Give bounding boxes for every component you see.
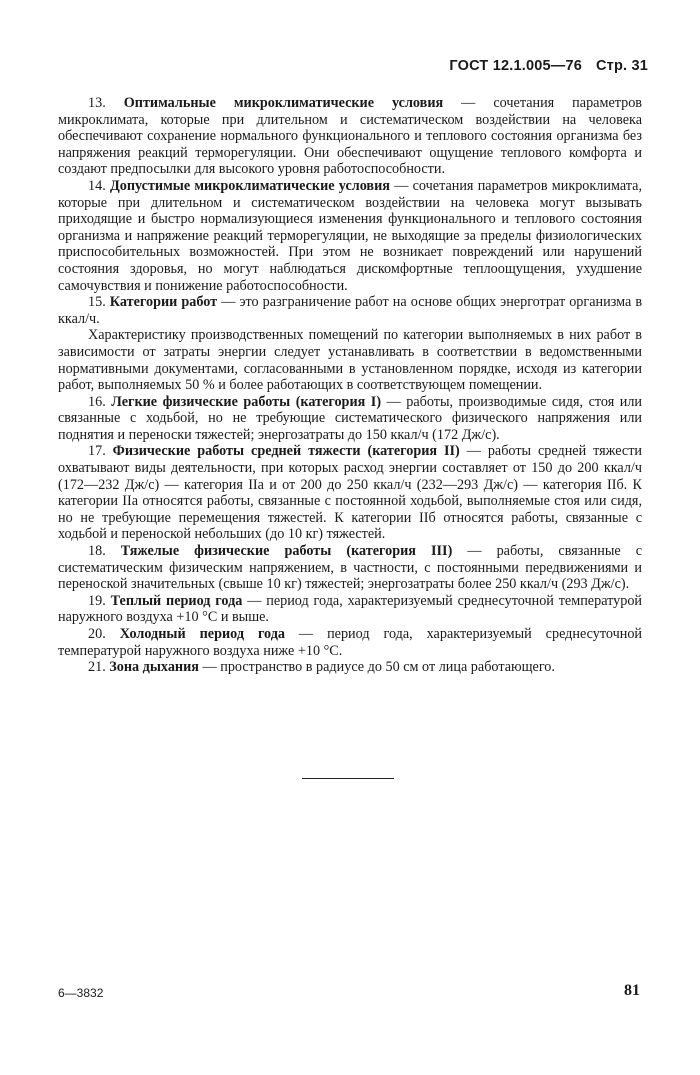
paragraph-15-note <box>58 327 642 393</box>
paragraph-number: 13. <box>88 95 106 111</box>
paragraph-number: 14. <box>88 177 106 194</box>
definition: работы, производимые сидя, стоя или связанные с ходьбой, но не требующие систематического физического напряжения или поднятия и переноски тяжестей; энергозатраты до 150 ккал/ч (172 Дж/с). <box>58 393 642 443</box>
page-number: 81 <box>624 982 640 999</box>
header-page-label: Стр. 31 <box>595 58 648 74</box>
page-header <box>449 58 648 74</box>
document-body <box>58 95 642 676</box>
term: Холодный период года <box>119 626 285 642</box>
definition: Характеристику производственных помещений по категории выполняемых в них работ в зависимости от затраты энергии следует устанавливать в соответствии в ведомственными нормативными документами, согласованными в установленном порядке, исходя из категории работ, выполняемых 50 % и более работающих в соответствующем помещении. <box>58 327 642 394</box>
paragraph-17: 17. Физические работы средней тяжести (категория II) — работы средней тяжести охватывают виды деятельности, при которых расход энергии составляет от 150 до 200 ккал/ч (172—232 Дж/с) — категория IIа и от 200 до 250 ккал/ч (232—293 Дж/с) — категория IIб. К категории IIа относятся работы, связанные с постоянной ходьбой, выполняемые стоя или сидя, но не требующие перемещения тяжестей. К категории IIб относятся работы, связанные с ходьбой и переноской небольших (до 10 кг) тяжестей. <box>58 443 643 543</box>
paragraph-15: 15. Категории работ — это разграничение работ на основе общих энерготрат организма в ккал/ч. <box>58 294 643 327</box>
term: Категории работ <box>109 294 218 311</box>
paragraph-14: 14. Допустимые микроклиматические условия — сочетания параметров микроклимата, которые при длительном и систематическом воздействии на человека могут вызывать приходящие и быстро нормализующиеся изменения функционального и теплового состояния организма и напряжение реакций терморегуляции, не выходящие за пределы физиологических приспособительных возможностей. При этом не возникает повреждений или нарушений состояния здоровья, но могут наблюдаться дискомфортные теплоощущения, ухудшение самочувствия и понижение работоспособности. <box>58 177 642 294</box>
definition: сочетания параметров микроклимата, которые при длительном и систематическом воздействии на человека обеспечивают сохранение нормального функционального и теплового состояния организма без напряжения реакций терморегуляции. Они обеспечивают ощущение теплового комфорта и создают предпосылки для высокого уровня работоспособности. <box>58 95 643 178</box>
term: Зона дыхания <box>109 659 199 676</box>
term: Тяжелые физические работы (категория III) <box>120 543 453 560</box>
definition: это разграничение работ на основе общих энерготрат организма в ккал/ч. <box>58 294 643 327</box>
standard-code: ГОСТ 12.1.005—76 <box>449 58 582 74</box>
paragraph-18: 18. Тяжелые физические работы (категория III) — работы, связанные с систематическим физическим напряжением, в частности, с постоянными передвижениями и переноской значительных (свыше 10 кг) тяжестей; энергозатраты более 250 ккал/ч (293 Дж/с). <box>58 543 643 593</box>
definition: пространство в радиусе до 50 см от лица работающего. <box>220 659 555 676</box>
paragraph-number: 18. <box>88 543 106 560</box>
definition: сочетания параметров микроклимата, которые при длительном и систематическом воздействии на человека могут вызывать приходящие и быстро нормализующиеся изменения функционального и теплового состояния организма и напряжение реакций терморегуляции, не выходящие за пределы физиологических приспособительных возможностей. При этом не возникает повреждений или нарушений состояния здоровья, но могут наблюдаться дискомфортные теплоощущения, ухудшение самочувствия и понижение работоспособности. <box>58 177 642 294</box>
definition: период года, характеризуемый среднесуточной температурой наружного воздуха +10 °С и выше. <box>58 592 643 626</box>
definition: работы, связанные с систематическим физическим напряжением, в частности, с постоянными передвижениями и переноской значительных (свыше 10 кг) тяжестей; энергозатраты более 250 ккал/ч (293 Дж/с). <box>58 543 643 593</box>
term: Физические работы средней тяжести (категория II) <box>112 443 460 460</box>
paragraph-number: 17. <box>88 443 106 460</box>
term: Легкие физические работы (категория I) <box>111 393 382 410</box>
term: Оптимальные микроклиматические условия <box>123 95 444 111</box>
paragraph-20: 20. Холодный период года — период года, характеризуемый среднесуточной температурой наружного воздуха ниже +10 °С. <box>58 626 643 659</box>
print-code: 6—3832 <box>58 986 104 1000</box>
term: Теплый период года <box>110 592 243 609</box>
paragraph-number: 19. <box>88 592 106 609</box>
definition: период года, характеризуемый среднесуточной температурой наружного воздуха ниже +10 °С. <box>58 626 643 659</box>
paragraph-16: 16. Легкие физические работы (категория I) — работы, производимые сидя, стоя или связанные с ходьбой, но не требующие систематического физического напряжения или поднятия и переноски тяжестей; энергозатраты до 150 ккал/ч (172 Дж/с). <box>58 393 642 443</box>
paragraph-number: 15. <box>88 294 106 311</box>
definition: работы средней тяжести охватывают виды деятельности, при которых расход энергии составляет от 150 до 200 ккал/ч (172—232 Дж/с) — категория IIа и от 200 до 250 ккал/ч (232—293 Дж/с) — категория IIб. К категории IIа относятся работы, связанные с постоянной ходьбой, выполняемые стоя или сидя, но не требующие перемещения тяжестей. К категории IIб относятся работы, связанные с ходьбой и переноской небольших (до 10 кг) тяжестей. <box>58 443 643 543</box>
paragraph-number: 21. <box>88 659 106 676</box>
paragraph-21: 21. Зона дыхания — пространство в радиусе до 50 см от лица работающего. <box>88 659 555 676</box>
paragraph-number: 16. <box>88 393 106 410</box>
paragraph-13: 13. Оптимальные микроклиматические условия — сочетания параметров микроклимата, которые при длительном и систематическом воздействии на человека обеспечивают сохранение нормального функционального и теплового состояния организма без напряжения реакций терморегуляции. Они обеспечивают ощущение теплового комфорта и создают предпосылки для высокого уровня работоспособности. <box>58 95 643 178</box>
paragraph-number: 20. <box>88 626 106 642</box>
section-end-rule <box>302 778 394 779</box>
paragraph-19: 19. Теплый период года — период года, характеризуемый среднесуточной температурой наружного воздуха +10 °С и выше. <box>58 592 643 626</box>
term: Допустимые микроклиматические условия <box>109 177 390 194</box>
